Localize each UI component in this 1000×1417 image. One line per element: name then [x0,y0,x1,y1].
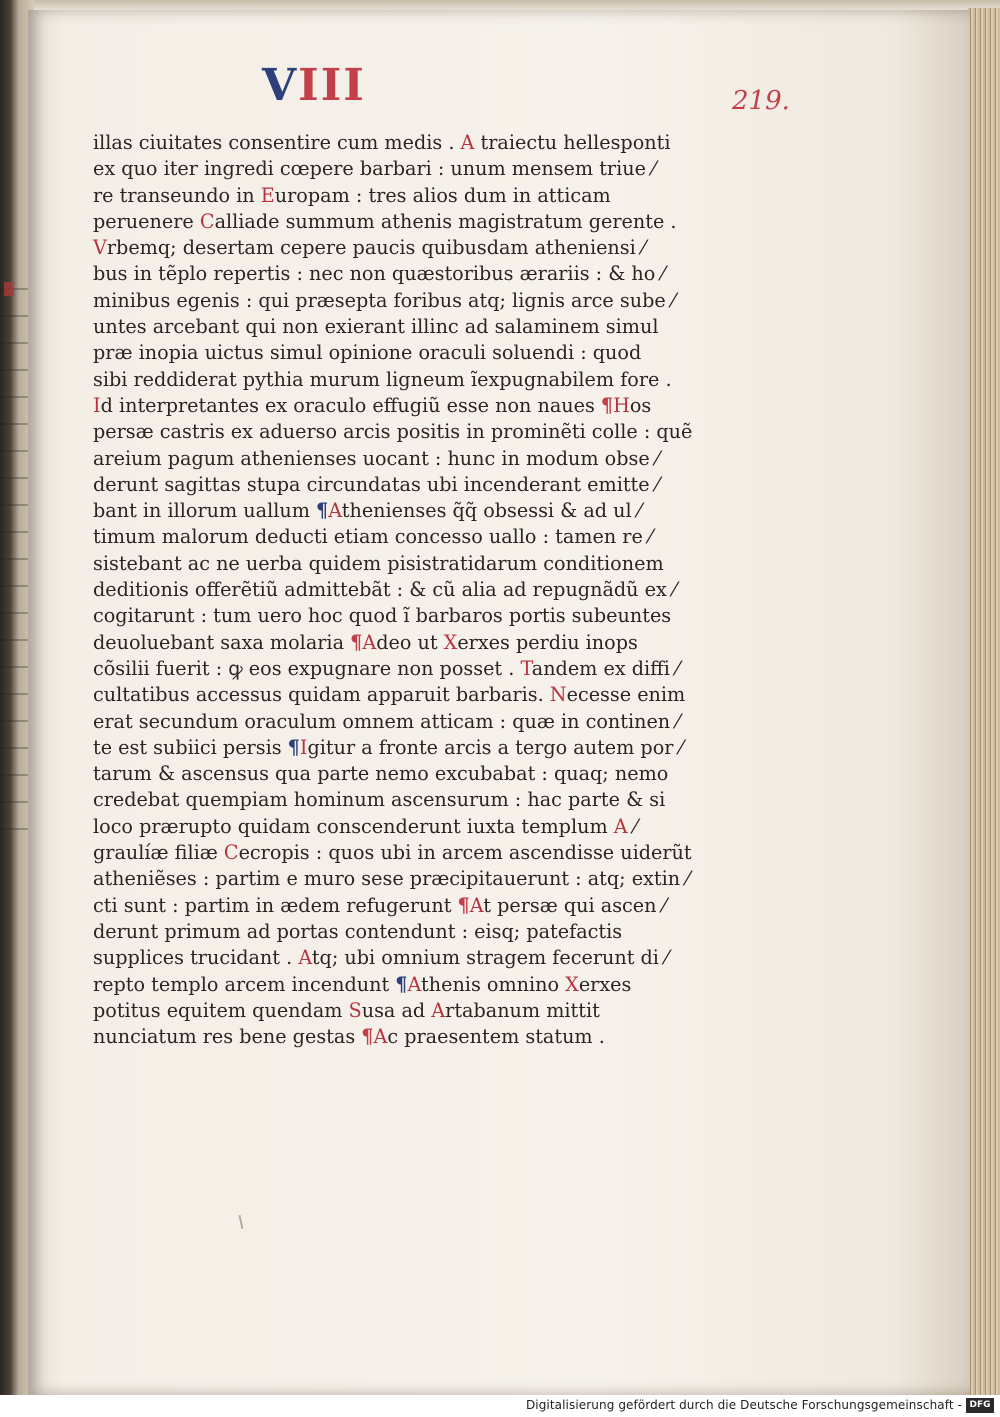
text-segment: præ inopia uictus simul opinione oraculi soluendi : quod [93,341,642,365]
rubricated-initial: S [348,998,362,1022]
previous-leaf-rubric-mark [4,282,14,296]
text-segment: tarum & ascensus qua parte nemo excubabat : quaq; nemo [93,762,669,786]
text-segment: graulíæ filiæ [93,841,224,865]
rubricated-initial: A [613,814,628,838]
rubricated-initial: N [549,683,567,707]
text-segment: c praesentem statum . [387,1025,605,1049]
text-line [93,893,666,919]
rubricated-initial: A [460,131,475,154]
text-segment: derunt primum ad portas contendunt : eisq; patefactis [93,919,623,943]
rubricated-initial: A [298,946,312,970]
text-line [93,1024,653,1050]
text-segment: loco prærupto quidam conscenderunt iuxta templum [93,814,614,838]
text-segment: erxes [578,972,632,996]
text-line [93,498,653,524]
text-segment: ex quo iter ingredi cœpere barbari : unum mensem triue ⁄ [93,157,656,181]
text-segment: minibus egenis : qui præsepta foribus atq; lignis arce sube ⁄ [93,288,676,312]
text-segment: re transeundo in [93,183,261,207]
rubricated-initial: E [260,183,275,207]
text-segment: cti sunt : partim in ædem refugerunt [93,893,458,917]
footer-bar [0,1395,1000,1417]
text-segment: alliade summum athenis magistratum gerente . [214,209,677,233]
text-line [93,209,677,235]
text-line [93,682,686,708]
text-line [93,340,653,366]
text-line [93,972,653,998]
text-segment: erxes perdiu inops [457,630,638,654]
text-segment: derunt sagittas stupa circundatas ubi incenderant emitte ⁄ [93,472,659,496]
rubricated-initial: A [362,630,377,654]
text-line [93,866,690,892]
text-segment: credebat quempiam hominum ascensurum : hac parte & si [93,788,666,812]
text-line [93,577,677,603]
text-segment: t persæ qui ascen ⁄ [483,893,666,917]
text-segment: ecesse enim [566,683,686,707]
rubricated-initial: A [407,972,422,996]
rubricated-initial: V [93,236,107,260]
text-line [93,945,669,971]
pilcrow-blue: ¶ [395,972,408,996]
text-segment: cogitarunt : tum uero hoc quod ĩ barbaros portis subeuntes [93,604,672,628]
text-segment: sistebant ac ne uerba quidem pisistratidarum conditionem [93,551,664,575]
text-line [93,472,659,498]
rubricated-initial: A [373,1025,388,1049]
text-segment: supplices trucidant . [93,946,299,970]
rubricated-initial: X [565,972,579,996]
text-segment: atheniẽses : partim e muro sese præcipitauerunt : atq; extin ⁄ [93,867,690,891]
text-segment: andem ex diffi ⁄ [531,656,680,680]
text-segment: cõsilii fuerit : ꝙ eos expugnare non posset . [93,656,521,680]
text-segment: usa ad [361,998,432,1022]
pilcrow-red: ¶ [600,393,614,417]
text-segment: uropam : tres alios dum in atticam [274,183,611,207]
text-segment: gitur a fronte arcis a tergo autem por ⁄ [307,735,683,759]
text-segment: deuoluebant saxa molaria [93,630,351,654]
text-segment: thenis omnino [421,972,566,996]
text-line [93,524,653,550]
text-line [93,735,683,761]
text-segment: rtabanum mittit [445,998,600,1022]
text-segment: peruenere [93,209,200,233]
page-stack-edge [968,8,1000,1395]
pilcrow-blue: ¶ [316,499,329,523]
rubricated-initial: H [613,393,630,417]
text-line [93,814,653,840]
rubricated-initial: A [431,998,446,1022]
folio-number: 219. [732,86,790,116]
text-segment: ⁄ [627,814,637,838]
rubricated-initial: I [93,393,101,417]
text-segment: d interpretantes ex oraculo effugiũ esse non naues [100,393,601,417]
text-segment: os [629,393,652,417]
pilcrow-blue: ¶ [287,735,300,759]
dfg-logo: DFG [966,1398,994,1413]
text-line [93,393,653,419]
text-segment: illas ciuitates consentire cum medis . [93,131,461,154]
text-segment: untes arcebant qui non exierant illinc ad salaminem simul [93,315,659,339]
text-segment: erat secundum oraculum omnem atticam : quæ in continen ⁄ [93,709,680,733]
rubricated-initial: C [199,209,215,233]
pilcrow-red: ¶ [350,630,363,654]
text-segment: thenienses q̃q̃ obsessi & ad ul ⁄ [341,499,641,523]
text-segment: ecropis : quos ubi in arcem ascendisse uiderũt [238,841,692,865]
text-line [93,130,671,156]
rubricated-initial: A [469,893,484,917]
text-line [93,761,669,787]
text-line [93,787,666,813]
heading-numeral: III [298,60,366,111]
text-segment: areium pagum athenienses uocant : hunc in modum obse ⁄ [93,446,659,470]
text-segment: sibi reddiderat pythia murum ligneum ĩexpugnabilem fore . [93,367,672,391]
text-segment: deditionis offerẽtiũ admittebãt : & cũ alia ad repugnãdũ ex ⁄ [93,578,677,602]
text-line [93,183,653,209]
text-segment: persæ castris ex aduerso arcis positis in prominẽti colle : quẽ [93,420,693,444]
text-line [93,367,672,393]
rubricated-initial: T [520,656,532,680]
book-heading [262,62,462,110]
text-segment: repto templo arcem incendunt [93,972,396,996]
text-segment: bus in tẽplo repertis : nec non quæstoribus ærariis : & ho ⁄ [93,262,665,286]
text-line [93,419,693,445]
rubricated-initial: X [443,630,458,654]
text-line [93,840,692,866]
heading-initial: V [262,60,299,111]
rubricated-initial: I [299,735,308,759]
text-line [93,998,653,1024]
text-line [93,261,665,287]
text-segment: potitus equitem quendam [93,998,349,1022]
text-segment: traiectu hellesponti [474,131,671,154]
text-line [93,314,659,340]
pilcrow-red: ¶ [361,1025,374,1049]
rubricated-initial: C [223,841,239,865]
text-segment: rbemq; desertam cepere paucis quibusdam atheniensi ⁄ [106,236,646,260]
text-segment: timum malorum deducti etiam concesso uallo : tamen re ⁄ [93,525,653,549]
text-line [93,235,653,261]
pilcrow-red: ¶ [457,893,470,917]
text-line [93,288,676,314]
text-segment: bant in illorum uallum [93,499,316,523]
text-line [93,630,653,656]
previous-leaf-text-fragment [0,270,30,830]
text-line [93,603,672,629]
text-segment: cultatibus accessus quidam apparuit barbaris. [93,683,550,707]
text-segment: te est subiici persis [93,735,288,759]
text-block [93,130,693,1050]
text-line [93,656,680,682]
funding-credit: Digitalisierung gefördert durch die Deutsche Forschungsgemeinschaft - [525,1398,962,1412]
text-segment: tq; ubi omnium stragem fecerunt di ⁄ [311,946,669,970]
text-line [93,551,664,577]
rubricated-initial: A [328,499,342,523]
text-segment: nunciatum res bene gestas [93,1025,362,1049]
text-segment: deo ut [376,630,444,654]
text-line [93,156,656,182]
text-line [93,919,653,945]
text-line [93,709,680,735]
text-line [93,446,659,472]
